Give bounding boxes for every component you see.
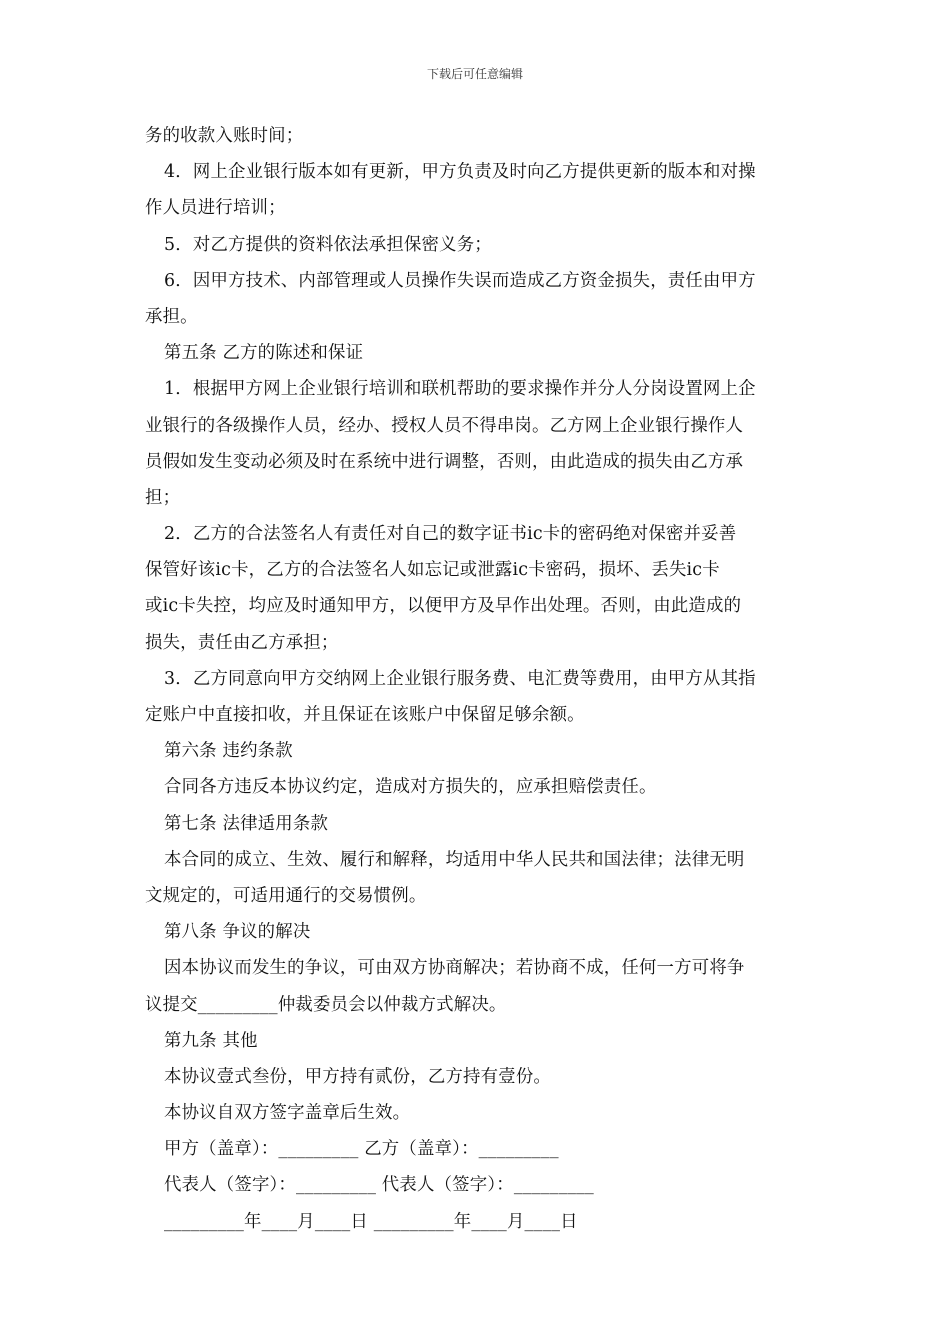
text-line: 2．乙方的合法签名人有责任对自己的数字证书ic卡的密码绝对保密并妥善 [164,524,737,545]
text-line: 务的收款入账时间； [145,126,304,146]
text-line: 员假如发生变动必须及时在系统中进行调整，否则，由此造成的损失由乙方承 [145,451,744,472]
text-line: 3．乙方同意向甲方交纳网上企业银行服务费、电汇费等费用，由甲方从其指 [164,668,756,689]
text-line: 6．因甲方技术、内部管理或人员操作失误而造成乙方资金损失，责任由甲方 [164,270,756,291]
text-line: 4．网上企业银行版本如有更新，甲方负责及时向乙方提供更新的版本和对操 [164,162,756,183]
text-line: 担； [145,487,181,508]
text-line: 业银行的各级操作人员，经办、授权人员不得串岗。乙方网上企业银行操作人 [145,415,744,436]
text-line: 5．对乙方提供的资料依法承担保密义务； [164,234,492,255]
document-body [145,118,807,1240]
text-line: 承担。 [145,306,198,327]
text-line: _________年____月____日 _________年____月____日 [164,1211,578,1232]
text-line: 第七条 法律适用条款 [164,813,329,834]
text-line: 第八条 争议的解决 [164,922,311,943]
text-line: 保管好该ic卡，乙方的合法签名人如忘记或泄露ic卡密码，损坏、丢失ic卡 [145,560,720,581]
text-line: 本合同的成立、生效、履行和解释，均适用中华人民共和国法律；法律无明 [164,849,745,870]
text-line: 合同各方违反本协议约定，造成对方损失的，应承担赔偿责任。 [164,777,657,798]
text-line: 代表人（签字）：_________ 代表人（签字）：_________ [164,1175,594,1196]
text-line: 定账户中直接扣收，并且保证在该账户中保留足够余额。 [145,705,585,725]
text-line: 第六条 违约条款 [164,741,293,762]
text-line: 本协议壹式叁份，甲方持有贰份，乙方持有壹份。 [164,1066,551,1087]
text-line: 作人员进行培训； [145,198,286,219]
text-line: 或ic卡失控，均应及时通知甲方，以便甲方及早作出处理。否则，由此造成的 [145,596,742,617]
text-line: 损失，责任由乙方承担； [145,632,339,653]
text-line: 第五条 乙方的陈述和保证 [164,343,364,364]
text-line: 甲方（盖章）：_________ 乙方（盖章）：_________ [164,1139,559,1160]
text-line: 议提交_________仲裁委员会以仲裁方式解决。 [145,994,507,1015]
text-line: 因本协议而发生的争议，可由双方协商解决；若协商不成，任何一方可将争 [164,958,745,979]
text-line: 文规定的，可适用通行的交易惯例。 [145,885,427,906]
text-line: 1．根据甲方网上企业银行培训和联机帮助的要求操作并分人分岗设置网上企 [164,379,756,400]
text-line: 第九条 其他 [164,1030,258,1051]
page-header: 下载后可任意编辑 [426,67,523,81]
text-line: 本协议自双方签字盖章后生效。 [164,1103,411,1124]
